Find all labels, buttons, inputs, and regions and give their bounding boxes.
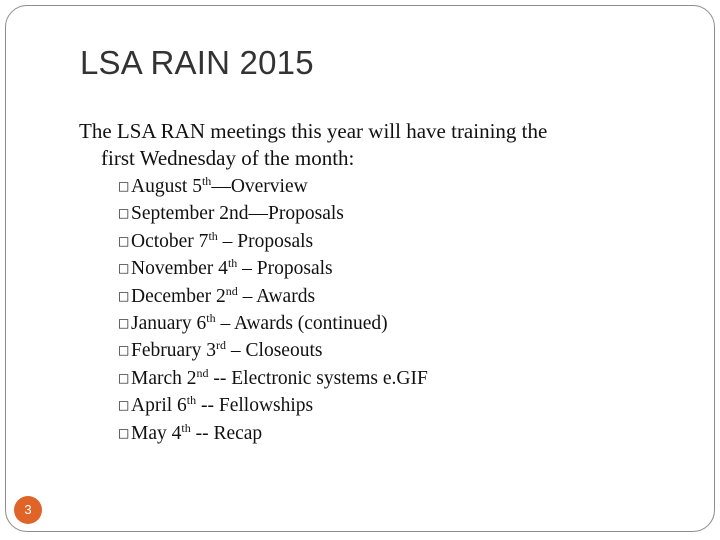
item-month: October 7 bbox=[131, 230, 209, 252]
square-bullet-icon: □ bbox=[118, 179, 130, 193]
list-item bbox=[118, 283, 428, 310]
item-topic: – Proposals bbox=[237, 258, 333, 280]
item-ordinal: nd bbox=[225, 283, 238, 298]
item-month: March 2 bbox=[131, 367, 197, 389]
item-ordinal: nd bbox=[196, 365, 209, 380]
item-month: November 4 bbox=[131, 258, 228, 280]
slide-title: LSA RAIN 2015 bbox=[80, 44, 314, 81]
list-item bbox=[118, 228, 428, 255]
item-topic: —Proposals bbox=[248, 203, 344, 225]
square-bullet-icon: □ bbox=[118, 288, 130, 303]
item-month: September 2nd bbox=[131, 203, 249, 225]
page-number-badge: 3 bbox=[14, 496, 42, 524]
item-topic: -- Electronic systems e.GIF bbox=[208, 367, 428, 389]
list-item bbox=[118, 337, 428, 364]
list-item bbox=[118, 420, 428, 447]
item-ordinal: th bbox=[181, 420, 191, 435]
item-topic: – Proposals bbox=[217, 230, 314, 252]
item-topic: —Overview bbox=[211, 176, 308, 197]
item-month: August 5 bbox=[131, 176, 202, 197]
list-item bbox=[118, 310, 428, 337]
square-bullet-icon: □ bbox=[118, 343, 130, 358]
item-topic: -- Recap bbox=[190, 422, 263, 444]
list-item bbox=[118, 392, 428, 419]
list-item bbox=[118, 365, 428, 392]
square-bullet-icon: □ bbox=[118, 206, 130, 221]
square-bullet-icon: □ bbox=[118, 261, 130, 276]
square-bullet-icon: □ bbox=[118, 398, 130, 413]
square-bullet-icon: □ bbox=[118, 370, 130, 385]
intro-line-2: first Wednesday of the month: bbox=[101, 146, 355, 170]
item-ordinal: th bbox=[206, 310, 216, 325]
item-month: May 4 bbox=[131, 422, 182, 444]
item-ordinal: th bbox=[186, 393, 197, 408]
item-topic: -- Fellowships bbox=[196, 395, 314, 417]
square-bullet-icon: □ bbox=[118, 233, 130, 248]
item-month: December 2 bbox=[131, 285, 226, 307]
item-topic: – Awards bbox=[237, 285, 316, 307]
list-item bbox=[118, 255, 428, 282]
item-topic: – Closeouts bbox=[226, 340, 323, 362]
square-bullet-icon: □ bbox=[118, 425, 130, 440]
intro-line-1: The LSA RAN meetings this year will have training the bbox=[79, 119, 548, 143]
item-month: January 6 bbox=[131, 312, 207, 334]
intro-paragraph bbox=[79, 118, 689, 172]
item-month: February 3 bbox=[131, 340, 217, 362]
item-month: April 6 bbox=[131, 395, 187, 417]
training-schedule-list bbox=[118, 173, 428, 447]
item-ordinal: th bbox=[208, 228, 218, 243]
list-item bbox=[118, 200, 428, 227]
item-topic: – Awards (continued) bbox=[215, 312, 388, 334]
item-ordinal: th bbox=[227, 256, 238, 271]
list-item bbox=[118, 173, 428, 200]
item-ordinal: rd bbox=[216, 338, 227, 353]
square-bullet-icon: □ bbox=[118, 315, 130, 330]
item-ordinal: th bbox=[201, 174, 212, 188]
